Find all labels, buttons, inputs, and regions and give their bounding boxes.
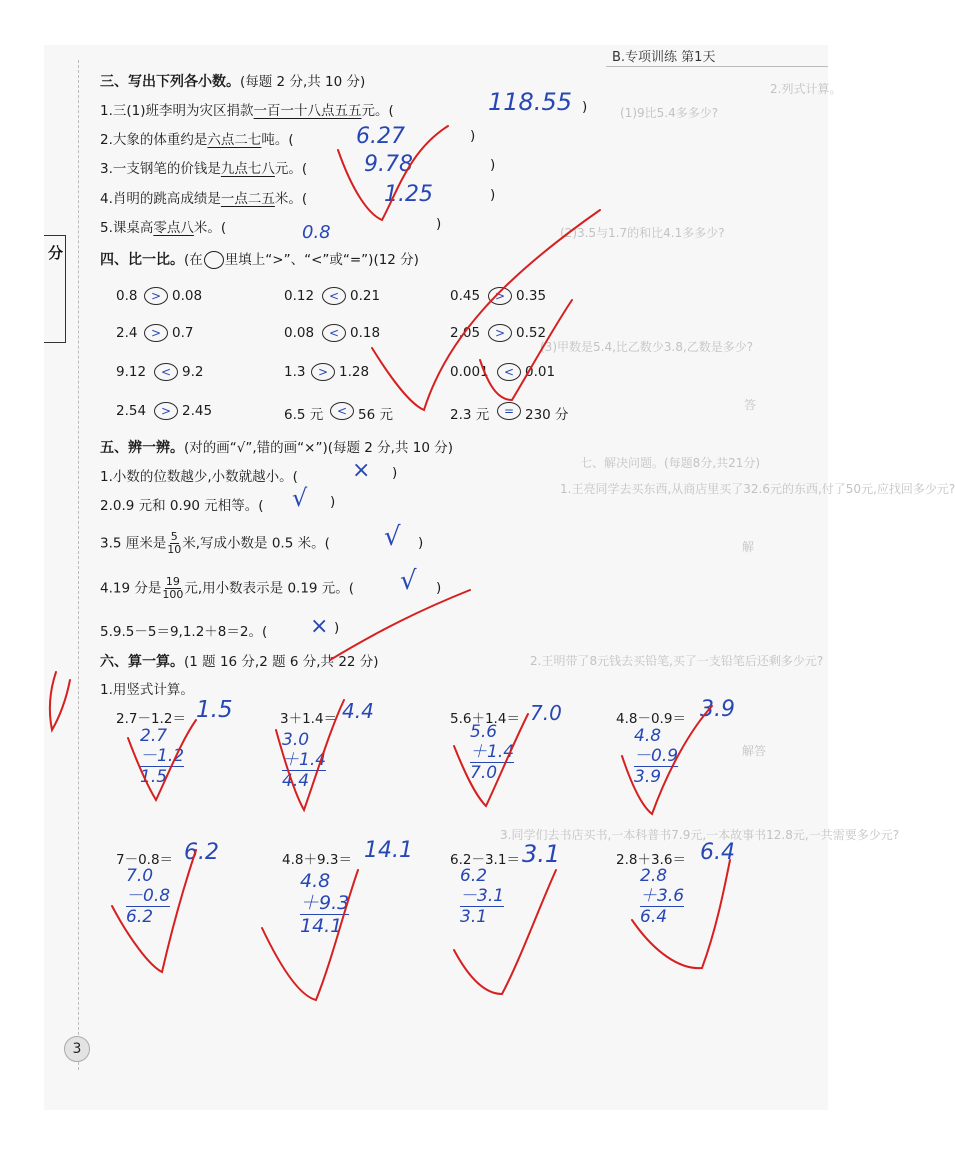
question-text: 米。( (274, 191, 308, 207)
section-instruction: 里填上“>”、“<”或“=”)(12 分) (224, 252, 419, 268)
page-number: 3 (64, 1036, 90, 1062)
handwritten-answer: 1.5 (196, 697, 233, 723)
compare-circle: < (322, 287, 346, 305)
equation-text: 4.8－0.9＝ (616, 711, 686, 727)
section-score: (每题 2 分,共 10 分) (240, 74, 366, 90)
answer-paren-close: ) (582, 99, 588, 115)
compare-left: 9.12 (116, 364, 147, 380)
compare-right: 0.52 (516, 325, 547, 341)
question-text: 3.一支钢笔的价钱是 (100, 161, 221, 177)
handwritten-answer: 3.1 (522, 840, 561, 868)
handwritten-mark: √ (384, 522, 401, 552)
section-title: 六、算一算。 (100, 654, 184, 670)
compare-left: 0.8 (116, 288, 138, 304)
underlined-term: 零点八 (153, 220, 194, 236)
ghost-text: (2)3.5与1.7的和比4.1多多少? (560, 226, 725, 240)
handwritten-mark: × (310, 614, 329, 639)
fraction-denominator: 100 (162, 588, 184, 601)
fraction-numerator: 5 (170, 530, 178, 543)
calc-line: 7.0 (126, 866, 154, 886)
answer-paren-close: ) (436, 216, 442, 232)
equation-text: 4.8＋9.3＝ (282, 852, 352, 868)
compare-right: 0.21 (350, 288, 381, 304)
calc-line: －0.8 (126, 886, 171, 906)
underlined-term: 一百一十八点五五 (253, 103, 362, 119)
equation-text: 5.6＋1.4＝ (450, 711, 520, 727)
ghost-text: 2.列式计算。 (770, 82, 842, 96)
calc-line: 5.6 (470, 722, 498, 742)
compare-left: 6.5 元 (284, 407, 324, 423)
question-text: 元。( (361, 103, 394, 119)
answer-paren-close: ) (330, 494, 336, 510)
handwritten-answer: 6.27 (356, 124, 405, 149)
ghost-text: 解 (742, 540, 755, 554)
calc-line: ＋1.4 (470, 742, 515, 762)
handwritten-answer: 118.55 (488, 88, 572, 116)
handwritten-answer: 0.8 (302, 222, 331, 243)
calc-line: －0.9 (634, 746, 679, 766)
section-instruction: (对的画“√”,错的画“×”)(每题 2 分,共 10 分) (184, 440, 453, 456)
handwritten-answer: 7.0 (530, 701, 562, 725)
handwritten-answer: 14.1 (364, 838, 413, 863)
check-mark (632, 860, 730, 968)
question-text: 2.大象的体重约是 (100, 132, 208, 148)
compare-right: 2.45 (182, 403, 213, 419)
calc-line: 7.0 (470, 763, 498, 783)
compare-circle: > (488, 324, 512, 342)
answer-paren-close: ) (436, 580, 442, 596)
answer-paren-close: ) (490, 187, 496, 203)
check-mark (622, 706, 712, 814)
compare-circle: < (330, 402, 354, 420)
compare-circle: < (154, 363, 178, 381)
compare-right: 0.7 (172, 325, 194, 341)
ghost-text: 1.王亮同学去买东西,从商店里买了32.6元的东西,付了50元,应找回多少元? (560, 482, 955, 496)
check-mark (276, 700, 344, 810)
compare-circle: > (144, 324, 168, 342)
answer-paren-close: ) (490, 157, 496, 173)
compare-circle: > (488, 287, 512, 305)
s5-statement-2: 2.0.9 元和 0.90 元相等。( (100, 498, 264, 514)
check-mark (50, 672, 70, 730)
compare-circle: = (497, 402, 521, 420)
check-mark (128, 720, 196, 800)
compare-right: 0.01 (525, 364, 556, 380)
calc-line: ＋9.3 (300, 892, 350, 914)
fraction-numerator: 19 (165, 575, 180, 588)
compare-circle: > (144, 287, 168, 305)
question-text: 米。( (193, 220, 227, 236)
calc-line: ＋3.6 (640, 886, 685, 906)
compare-left: 1.3 (284, 364, 306, 380)
equation-text: 3＋1.4＝ (280, 711, 338, 727)
ghost-text: 七、解决问题。(每题8分,共21分) (580, 456, 761, 470)
handwritten-mark: √ (292, 484, 308, 512)
section-title: 五、辨一辨。 (100, 440, 184, 456)
section-title: 四、比一比。 (100, 252, 184, 268)
handwritten-answer: 3.9 (700, 697, 735, 722)
question-text: 米,写成小数是 0.5 米。( (182, 535, 330, 552)
handwritten-answer: 6.4 (700, 840, 735, 865)
ghost-text: 解答 (742, 744, 767, 758)
handwritten-answer: 1.25 (384, 182, 433, 207)
calc-line: 2.8 (640, 866, 668, 886)
score-box-label: 分 (48, 244, 64, 262)
check-mark (112, 850, 196, 972)
section-instruction: (在 (184, 252, 203, 268)
question-text: 5.课桌高 (100, 220, 154, 236)
calc-line: 4.8 (634, 726, 662, 746)
s5-statement-5: 5.9.5－5＝9,1.2＋8＝2。( (100, 624, 268, 640)
question-text: 4.肖明的跳高成绩是 (100, 191, 221, 207)
answer-paren-close: ) (334, 620, 340, 636)
underlined-term: 一点二五 (220, 191, 275, 207)
compare-circle: > (311, 363, 335, 381)
calc-line: －3.1 (460, 886, 505, 906)
question-text: 3.5 厘米是 (100, 535, 167, 552)
compare-left: 0.08 (284, 325, 315, 341)
handwritten-mark: × (352, 458, 371, 483)
compare-right: 0.08 (172, 288, 203, 304)
compare-right: 9.2 (182, 364, 204, 380)
compare-left: 2.4 (116, 325, 138, 341)
compare-left: 0.12 (284, 288, 315, 304)
calc-line: 3.0 (282, 730, 310, 750)
ghost-text: (1)9比5.4多多少? (620, 106, 719, 120)
compare-right: 1.28 (339, 364, 370, 380)
compare-left: 2.54 (116, 403, 147, 419)
check-mark (454, 714, 528, 806)
s5-statement-1: 1.小数的位数越少,小数就越小。( (100, 469, 298, 485)
calc-line: 6.2 (460, 866, 488, 886)
ghost-text: 答 (744, 398, 757, 412)
question-text: 吨。( (261, 132, 294, 148)
answer-paren-close: ) (470, 128, 476, 144)
compare-circle: < (322, 324, 346, 342)
compare-left: 0.001 (450, 364, 489, 380)
equation-text: 7－0.8＝ (116, 852, 174, 868)
calc-line: －1.2 (140, 746, 185, 766)
check-mark (330, 590, 470, 660)
equation-text: 2.8＋3.6＝ (616, 852, 686, 868)
question-text: 4.19 分是 (100, 580, 162, 597)
handwritten-answer: 4.4 (342, 699, 374, 723)
question-text: 1.三(1)班李明为灾区捐款 (100, 103, 254, 119)
underlined-term: 六点二七 (207, 132, 262, 148)
compare-left: 2.05 (450, 325, 481, 341)
section-score: (1 题 16 分,2 题 6 分,共 22 分) (184, 654, 379, 670)
ghost-text: (3)甲数是5.4,比乙数少3.8,乙数是多少? (540, 340, 754, 354)
compare-right: 0.18 (350, 325, 381, 341)
answer-paren-close: ) (392, 465, 398, 481)
answer-paren-close: ) (418, 535, 424, 551)
compare-left: 0.45 (450, 288, 481, 304)
subquestion-label: 1.用竖式计算。 (100, 682, 194, 698)
ghost-text: 2.王明带了8元钱去买铅笔,买了一支铅笔后还剩多少元? (530, 654, 824, 668)
calc-line: 4.8 (300, 870, 331, 892)
check-mark (262, 870, 358, 1000)
equation-text: 6.2－3.1＝ (450, 852, 520, 868)
calc-line: 2.7 (140, 726, 168, 746)
calc-line: ＋1.4 (282, 750, 327, 770)
calc-line: 3.9 (634, 767, 662, 787)
question-text: 元,用小数表示是 0.19 元。( (184, 580, 355, 597)
question-text: 元。( (274, 161, 308, 177)
calc-line: 4.4 (282, 771, 310, 791)
calc-line: 6.2 (126, 907, 154, 927)
fraction-denominator: 10 (167, 543, 182, 556)
compare-right: 0.35 (516, 288, 547, 304)
calc-line: 3.1 (460, 907, 488, 927)
compare-circle: > (154, 402, 178, 420)
equation-text: 2.7－1.2＝ (116, 711, 186, 727)
ghost-text: 3.同学们去书店买书,一本科普书7.9元,一本故事书12.8元,一共需要多少元? (500, 828, 900, 842)
section-title: 三、写出下列各小数。 (100, 74, 240, 90)
section-header-tag: B.专项训练 第1天 (606, 45, 828, 67)
calc-line: 1.5 (140, 767, 168, 787)
handwritten-answer: 6.2 (184, 840, 219, 865)
check-mark (454, 870, 556, 994)
compare-right: 56 元 (358, 407, 393, 423)
compare-left: 2.3 元 (450, 407, 490, 423)
compare-circle: < (497, 363, 521, 381)
underlined-term: 九点七八 (220, 161, 275, 177)
calc-line: 14.1 (300, 915, 343, 937)
compare-right: 230 分 (525, 407, 569, 423)
handwritten-mark: √ (400, 566, 417, 596)
handwritten-answer: 9.78 (364, 152, 413, 177)
check-mark (480, 300, 572, 400)
check-mark (338, 126, 448, 220)
calc-line: 6.4 (640, 907, 668, 927)
